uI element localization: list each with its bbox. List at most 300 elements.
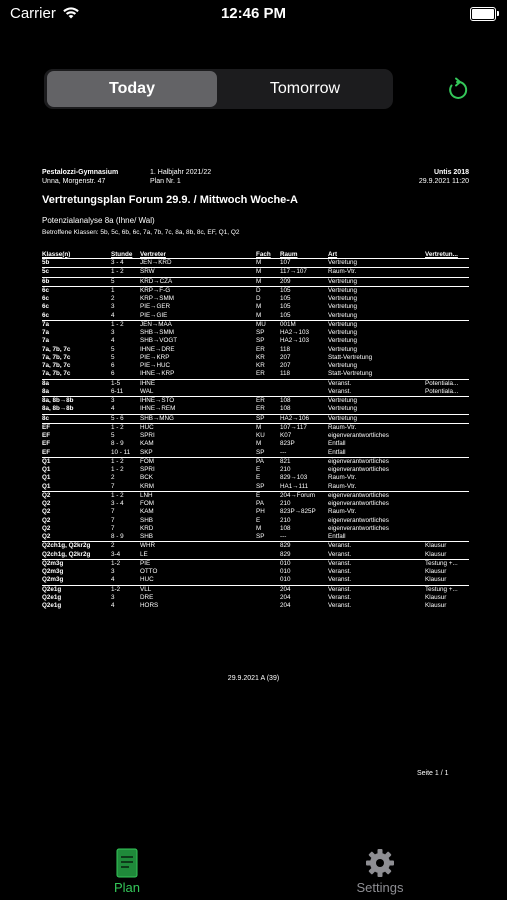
table-row (42, 517, 469, 525)
table-row (42, 474, 469, 482)
table-cell: PIE→KRP (140, 353, 170, 361)
table-cell: SKP (140, 448, 153, 456)
plan-footer: 29.9.2021 A (39) (227, 675, 280, 682)
table-cell: Veranst. (328, 542, 425, 551)
table-cell (425, 303, 469, 311)
table-cell: Vertretung (328, 320, 425, 329)
table-cell: 107 (280, 259, 328, 268)
table-cell: DRE (140, 593, 154, 601)
table-cell: Testung +... (425, 585, 469, 594)
table-row (42, 551, 469, 560)
table-cell: IHNE (140, 379, 256, 388)
table-row (42, 423, 469, 432)
table-cell: 4 (111, 576, 115, 584)
table-cell: Q2ch1g, Q2kr2g (42, 550, 91, 558)
table-cell: 7a, 7b, 7c (42, 353, 71, 361)
table-cell: 823P→825P (280, 508, 316, 516)
table-cell: 6c (42, 286, 111, 295)
table-cell: Q2 (42, 516, 51, 524)
table-cell: ER (256, 345, 265, 353)
table-cell (425, 354, 469, 362)
table-cell: 1 - 2 (111, 320, 140, 329)
table-cell: Raum-Vtr. (328, 268, 425, 277)
table-cell: E (256, 474, 261, 482)
table-cell: Vertretung (328, 295, 358, 303)
table-cell: Q2m3g (42, 568, 64, 576)
table-cell: M (256, 311, 262, 319)
table-cell: 6 (111, 370, 115, 378)
carrier-label: Carrier (10, 5, 56, 22)
table-cell: 8c (42, 414, 111, 423)
table-cell (425, 533, 469, 542)
table-row (42, 354, 469, 362)
table-cell: 1 - 2 (111, 268, 140, 277)
table-cell: Q2m3g (42, 576, 64, 584)
table-cell: 3 (111, 593, 115, 601)
table-row (42, 508, 469, 516)
school-name: Pestalozzi-Gymnasium (42, 169, 119, 176)
table-cell: Vertretung (328, 259, 425, 268)
plan-title: Vertretungsplan Forum 29.9. / Mittwoch Woche-A (42, 194, 298, 206)
column-header: Stunde (111, 250, 140, 259)
table-cell: Q2 (42, 500, 51, 508)
table-cell: 210 (280, 516, 291, 524)
table-cell: Statt-Vertretung (328, 370, 373, 378)
table-cell (425, 414, 469, 423)
table-cell (425, 295, 469, 303)
table-cell: 3 (111, 568, 115, 576)
table-cell (425, 432, 469, 440)
table-row (42, 259, 469, 268)
table-cell (425, 474, 469, 482)
table-cell (425, 312, 469, 321)
table-cell (425, 346, 469, 354)
table-cell: Q2 (42, 524, 51, 532)
affected-classes: Betroffene Klassen: 5b, 5c, 6b, 6c, 7a, 7b, 7c, 8a, 8b, 8c, EF, Q1, Q2 (42, 229, 240, 236)
table-cell: Entfall (328, 440, 346, 448)
table-cell: Vertretung (328, 337, 358, 345)
table-cell: 7a (42, 329, 50, 337)
table-cell: OTTO (140, 568, 158, 576)
table-cell (425, 466, 469, 474)
table-cell: eigenverantwortliches (328, 500, 389, 508)
table-cell: 010 (280, 559, 328, 568)
table-cell: 1 - 2 (111, 423, 140, 432)
table-cell: 823P (280, 440, 295, 448)
table-cell: 821 (280, 457, 328, 466)
table-cell: 2 (111, 542, 140, 551)
table-cell: KRP→F-G (140, 286, 256, 295)
table-cell: 5c (42, 268, 111, 277)
table-cell: Vertretung (328, 286, 425, 295)
tab-settings-label: Settings (356, 880, 404, 895)
table-cell: 3-4 (111, 550, 121, 558)
table-cell: Potentiala... (425, 379, 469, 388)
table-cell: EF (42, 432, 51, 440)
table-cell: 010 (280, 576, 291, 584)
column-header: Raum (280, 250, 328, 259)
table-cell: 207 (280, 353, 291, 361)
column-header: Art (328, 250, 425, 259)
table-row (42, 346, 469, 354)
table-cell: 105 (280, 295, 291, 303)
table-cell: M (256, 277, 280, 286)
table-cell: Statt-Vertretung (328, 353, 373, 361)
table-cell: MU (256, 320, 280, 329)
table-cell: 6c (42, 303, 50, 311)
table-cell: PIE→HUC (140, 362, 171, 370)
table-cell: 105 (280, 311, 291, 319)
table-cell: JEN→MAA (140, 320, 256, 329)
table-row (42, 388, 469, 397)
table-cell: 204→Forum (280, 491, 328, 500)
segment-tomorrow[interactable]: Tomorrow (269, 80, 341, 97)
table-cell: PIE→GER (140, 303, 171, 311)
table-cell: Q2 (42, 508, 51, 516)
table-cell: --- (280, 448, 287, 456)
table-cell: Q1 (42, 474, 51, 482)
tab-plan-label: Plan (113, 880, 141, 895)
table-cell: BCK (140, 474, 153, 482)
table-cell (425, 397, 469, 406)
table-cell (425, 423, 469, 432)
status-bar (0, 0, 507, 30)
table-row (42, 362, 469, 370)
table-cell: K07 (280, 432, 292, 440)
table-cell: PIE (140, 559, 256, 568)
table-cell: 829 (280, 542, 328, 551)
table-cell (425, 268, 469, 277)
table-cell: KRD (140, 524, 154, 532)
table-cell: 8a (42, 379, 111, 388)
table-cell: Klausur (425, 550, 447, 558)
table-cell: FOM (140, 500, 154, 508)
table-cell: 8a, 8b→8b (42, 397, 111, 406)
table-cell: 1 (111, 286, 140, 295)
table-cell: Vertretung (328, 405, 358, 413)
table-cell: Vertretung (328, 277, 425, 286)
table-cell: M (256, 524, 262, 532)
table-cell: SRW (140, 268, 256, 277)
table-cell: 10 - 11 (111, 448, 131, 456)
table-row (42, 320, 469, 329)
table-cell: M (256, 259, 280, 268)
table-cell: 4 (111, 337, 115, 345)
table-cell: Raum-Vtr. (328, 482, 357, 490)
table-cell: HA1→111 (280, 482, 309, 490)
table-row (42, 379, 469, 388)
table-row (42, 602, 469, 610)
tab-settings[interactable] (320, 848, 440, 895)
table-cell: SHB (140, 516, 153, 524)
table-cell: 7 (111, 516, 115, 524)
table-cell (256, 551, 280, 560)
table-cell: HUC (140, 576, 154, 584)
table-row (42, 533, 469, 542)
table-cell: 5 (111, 432, 115, 440)
table-cell: ER (256, 397, 280, 406)
table-cell: eigenverantwortliches (328, 491, 425, 500)
table-cell: 6-11 (111, 387, 124, 395)
table-cell (425, 277, 469, 286)
table-cell: SPRI (140, 432, 155, 440)
table-cell: Vertretung (328, 414, 425, 423)
table-cell: Testung +... (425, 559, 469, 568)
table-cell: --- (280, 533, 287, 541)
table-row (42, 449, 469, 458)
table-cell: LNH (140, 491, 256, 500)
table-cell: eigenverantwortliches (328, 457, 425, 466)
table-cell: JEN→KRD (140, 259, 256, 268)
table-cell (256, 379, 280, 388)
table-cell: KAM (140, 508, 154, 516)
table-cell: 7a, 7b, 7c (42, 370, 71, 378)
table-cell: 108 (280, 397, 328, 406)
table-cell: 5 - 6 (111, 414, 140, 423)
table-cell: Q1 (42, 482, 51, 490)
table-cell: 5 (111, 277, 140, 286)
table-cell: 204 (280, 585, 328, 594)
school-address: Unna, Morgenstr. 47 (42, 178, 106, 185)
table-cell: Veranst. (328, 593, 352, 601)
table-cell: SP (256, 448, 265, 456)
table-cell: 7 (111, 482, 115, 490)
table-cell: EF (42, 448, 51, 456)
table-cell: 1 - 2 (111, 491, 140, 500)
table-cell: Q2 (42, 491, 111, 500)
table-cell: 207 (280, 362, 291, 370)
table-cell: 108 (280, 524, 291, 532)
table-row (42, 466, 469, 474)
table-cell: 7a (42, 320, 111, 329)
table-cell: HORS (140, 602, 159, 610)
table-row (42, 594, 469, 602)
table-cell: KRM (140, 482, 154, 490)
table-cell: FOM (140, 457, 256, 466)
table-cell (256, 568, 280, 576)
table-cell: Raum-Vtr. (328, 423, 425, 432)
table-cell: 5 (111, 345, 115, 353)
table-cell: eigenverantwortliches (328, 516, 389, 524)
table-cell: Q1 (42, 457, 111, 466)
table-cell: Vertretung (328, 345, 358, 353)
table-cell (256, 576, 280, 585)
table-cell (425, 517, 469, 525)
table-cell: WAL (140, 387, 154, 395)
page-indicator: Seite 1 / 1 (417, 770, 449, 777)
table-cell: SHB (140, 533, 153, 541)
table-row (42, 312, 469, 321)
table-cell: Vertretung (328, 329, 358, 337)
table-cell: Q2 (42, 533, 51, 541)
table-cell: Veranst. (328, 576, 352, 584)
table-cell: 6 (111, 362, 115, 370)
table-cell: SPRI (140, 466, 155, 474)
table-cell: 1-5 (111, 379, 140, 388)
table-cell: 1 - 2 (111, 466, 124, 474)
table-row (42, 585, 469, 594)
table-cell: Klausur (425, 568, 447, 576)
table-cell (425, 405, 469, 414)
table-cell: KR (256, 353, 265, 361)
table-cell: 7 (111, 508, 115, 516)
table-row (42, 286, 469, 295)
table-cell: Vertretung (328, 397, 425, 406)
table-cell: 204 (280, 593, 291, 601)
table-cell: 7a (42, 337, 50, 345)
table-cell (425, 259, 469, 268)
table-row (42, 542, 469, 551)
segment-today[interactable]: Today (47, 71, 217, 107)
table-cell: 3 (111, 329, 115, 337)
table-cell: VLL (140, 585, 256, 594)
table-cell: Veranst. (328, 550, 352, 558)
table-cell: 6c (42, 295, 50, 303)
table-cell: D (256, 286, 280, 295)
column-header: Vertreter (140, 250, 256, 259)
table-cell: LE (140, 550, 148, 558)
table-cell: Veranst. (328, 559, 425, 568)
tab-bar (0, 840, 507, 900)
refresh-icon[interactable] (444, 77, 470, 103)
table-cell: Entfall (328, 533, 346, 541)
table-cell: ER (256, 370, 265, 378)
table-cell: 1-2 (111, 585, 140, 594)
table-cell: Entfall (328, 448, 346, 456)
table-cell (425, 508, 469, 516)
table-cell: KRP→SMM (140, 295, 174, 303)
table-cell (425, 320, 469, 329)
table-cell (425, 286, 469, 295)
table-cell: Veranst. (328, 379, 425, 388)
table-cell: Vertretung (328, 311, 358, 319)
table-row (42, 491, 469, 500)
software-label: Untis 2018 (433, 169, 469, 176)
table-cell: M (256, 268, 280, 277)
table-cell: PA (256, 457, 280, 466)
table-cell: 3 (111, 397, 140, 406)
table-cell: Vertretung (328, 362, 358, 370)
table-row (42, 277, 469, 286)
halbjahr: 1. Halbjahr 2021/22 (150, 169, 212, 176)
table-cell: eigenverantwortliches (328, 466, 389, 474)
table-cell: eigenverantwortliches (328, 432, 389, 440)
table-cell: 6c (42, 311, 50, 319)
table-cell (425, 457, 469, 466)
table-cell (425, 370, 469, 379)
table-cell: Veranst. (328, 568, 352, 576)
table-cell: M (256, 303, 262, 311)
table-cell: 8a, 8b→8b (42, 405, 74, 413)
table-cell: KAM (140, 440, 154, 448)
table-row (42, 370, 469, 379)
clock: 12:46 PM (220, 5, 287, 22)
table-row (42, 397, 469, 406)
table-cell: 210 (280, 500, 291, 508)
table-cell (425, 483, 469, 492)
table-cell: 209 (280, 277, 328, 286)
substitution-plan-document (42, 168, 469, 688)
table-cell: 117→107 (280, 268, 328, 277)
table-row (42, 457, 469, 466)
table-cell: Q2e1g (42, 602, 62, 610)
table-cell: D (256, 295, 261, 303)
table-cell: Veranst. (328, 585, 425, 594)
table-cell: Potentiala... (425, 387, 459, 395)
tab-plan[interactable] (67, 848, 187, 895)
table-cell (256, 542, 280, 551)
column-header: Klasse(n) (42, 250, 111, 259)
table-cell (425, 449, 469, 458)
table-cell: M (256, 423, 280, 432)
table-cell: SHB→SMM (140, 329, 174, 337)
table-cell: E (256, 516, 261, 524)
table-cell: 5b (42, 259, 111, 268)
table-cell: PH (256, 508, 265, 516)
table-cell (256, 559, 280, 568)
table-row (42, 576, 469, 585)
table-row (42, 500, 469, 508)
table-cell (256, 388, 280, 397)
table-cell: IHNE→KRP (140, 370, 175, 378)
substitution-table (42, 250, 469, 610)
table-cell: Q2e1g (42, 585, 111, 594)
table-row (42, 483, 469, 492)
table-cell: 1 - 2 (111, 457, 140, 466)
table-cell: M (256, 440, 262, 448)
day-segmented-control (44, 69, 393, 109)
table-row (42, 337, 469, 345)
table-cell: 4 (111, 405, 115, 413)
table-row (42, 303, 469, 311)
table-cell (280, 388, 328, 397)
table-cell (425, 337, 469, 345)
table-row (42, 329, 469, 337)
table-cell: 7 (111, 524, 115, 532)
table-cell: E (256, 466, 261, 474)
table-cell: Q1 (42, 466, 51, 474)
table-cell (425, 362, 469, 370)
table-cell: PIE→GIE (140, 311, 168, 319)
plan-document-icon (116, 848, 138, 878)
table-cell: 5 (111, 353, 115, 361)
plan-number: Plan Nr. 1 (150, 178, 181, 185)
table-cell: E (256, 491, 280, 500)
table-cell: ER (256, 405, 265, 413)
table-cell: HA2→103 (280, 337, 310, 345)
plan-datetime: 29.9.2021 11:20 (418, 178, 469, 185)
table-cell: KRD→CZA (140, 277, 256, 286)
table-cell: 210 (280, 466, 291, 474)
table-cell: 204 (280, 602, 291, 610)
table-row (42, 432, 469, 440)
column-header: Fach (256, 250, 280, 259)
table-cell: EF (42, 423, 111, 432)
table-cell: eigenverantwortliches (328, 524, 389, 532)
table-cell: 1-2 (111, 559, 140, 568)
table-cell: 3 - 4 (111, 500, 124, 508)
table-cell: 829→103 (280, 474, 308, 482)
table-cell: SHB→MNG (140, 414, 256, 423)
table-cell: WHR (140, 542, 256, 551)
table-cell: SP (256, 414, 280, 423)
table-cell (280, 379, 328, 388)
table-cell: Raum-Vtr. (328, 508, 357, 516)
table-cell: Q2ch1g, Q2kr2g (42, 542, 111, 551)
table-cell: 8 - 9 (111, 440, 124, 448)
table-cell (425, 329, 469, 337)
table-row (42, 559, 469, 568)
